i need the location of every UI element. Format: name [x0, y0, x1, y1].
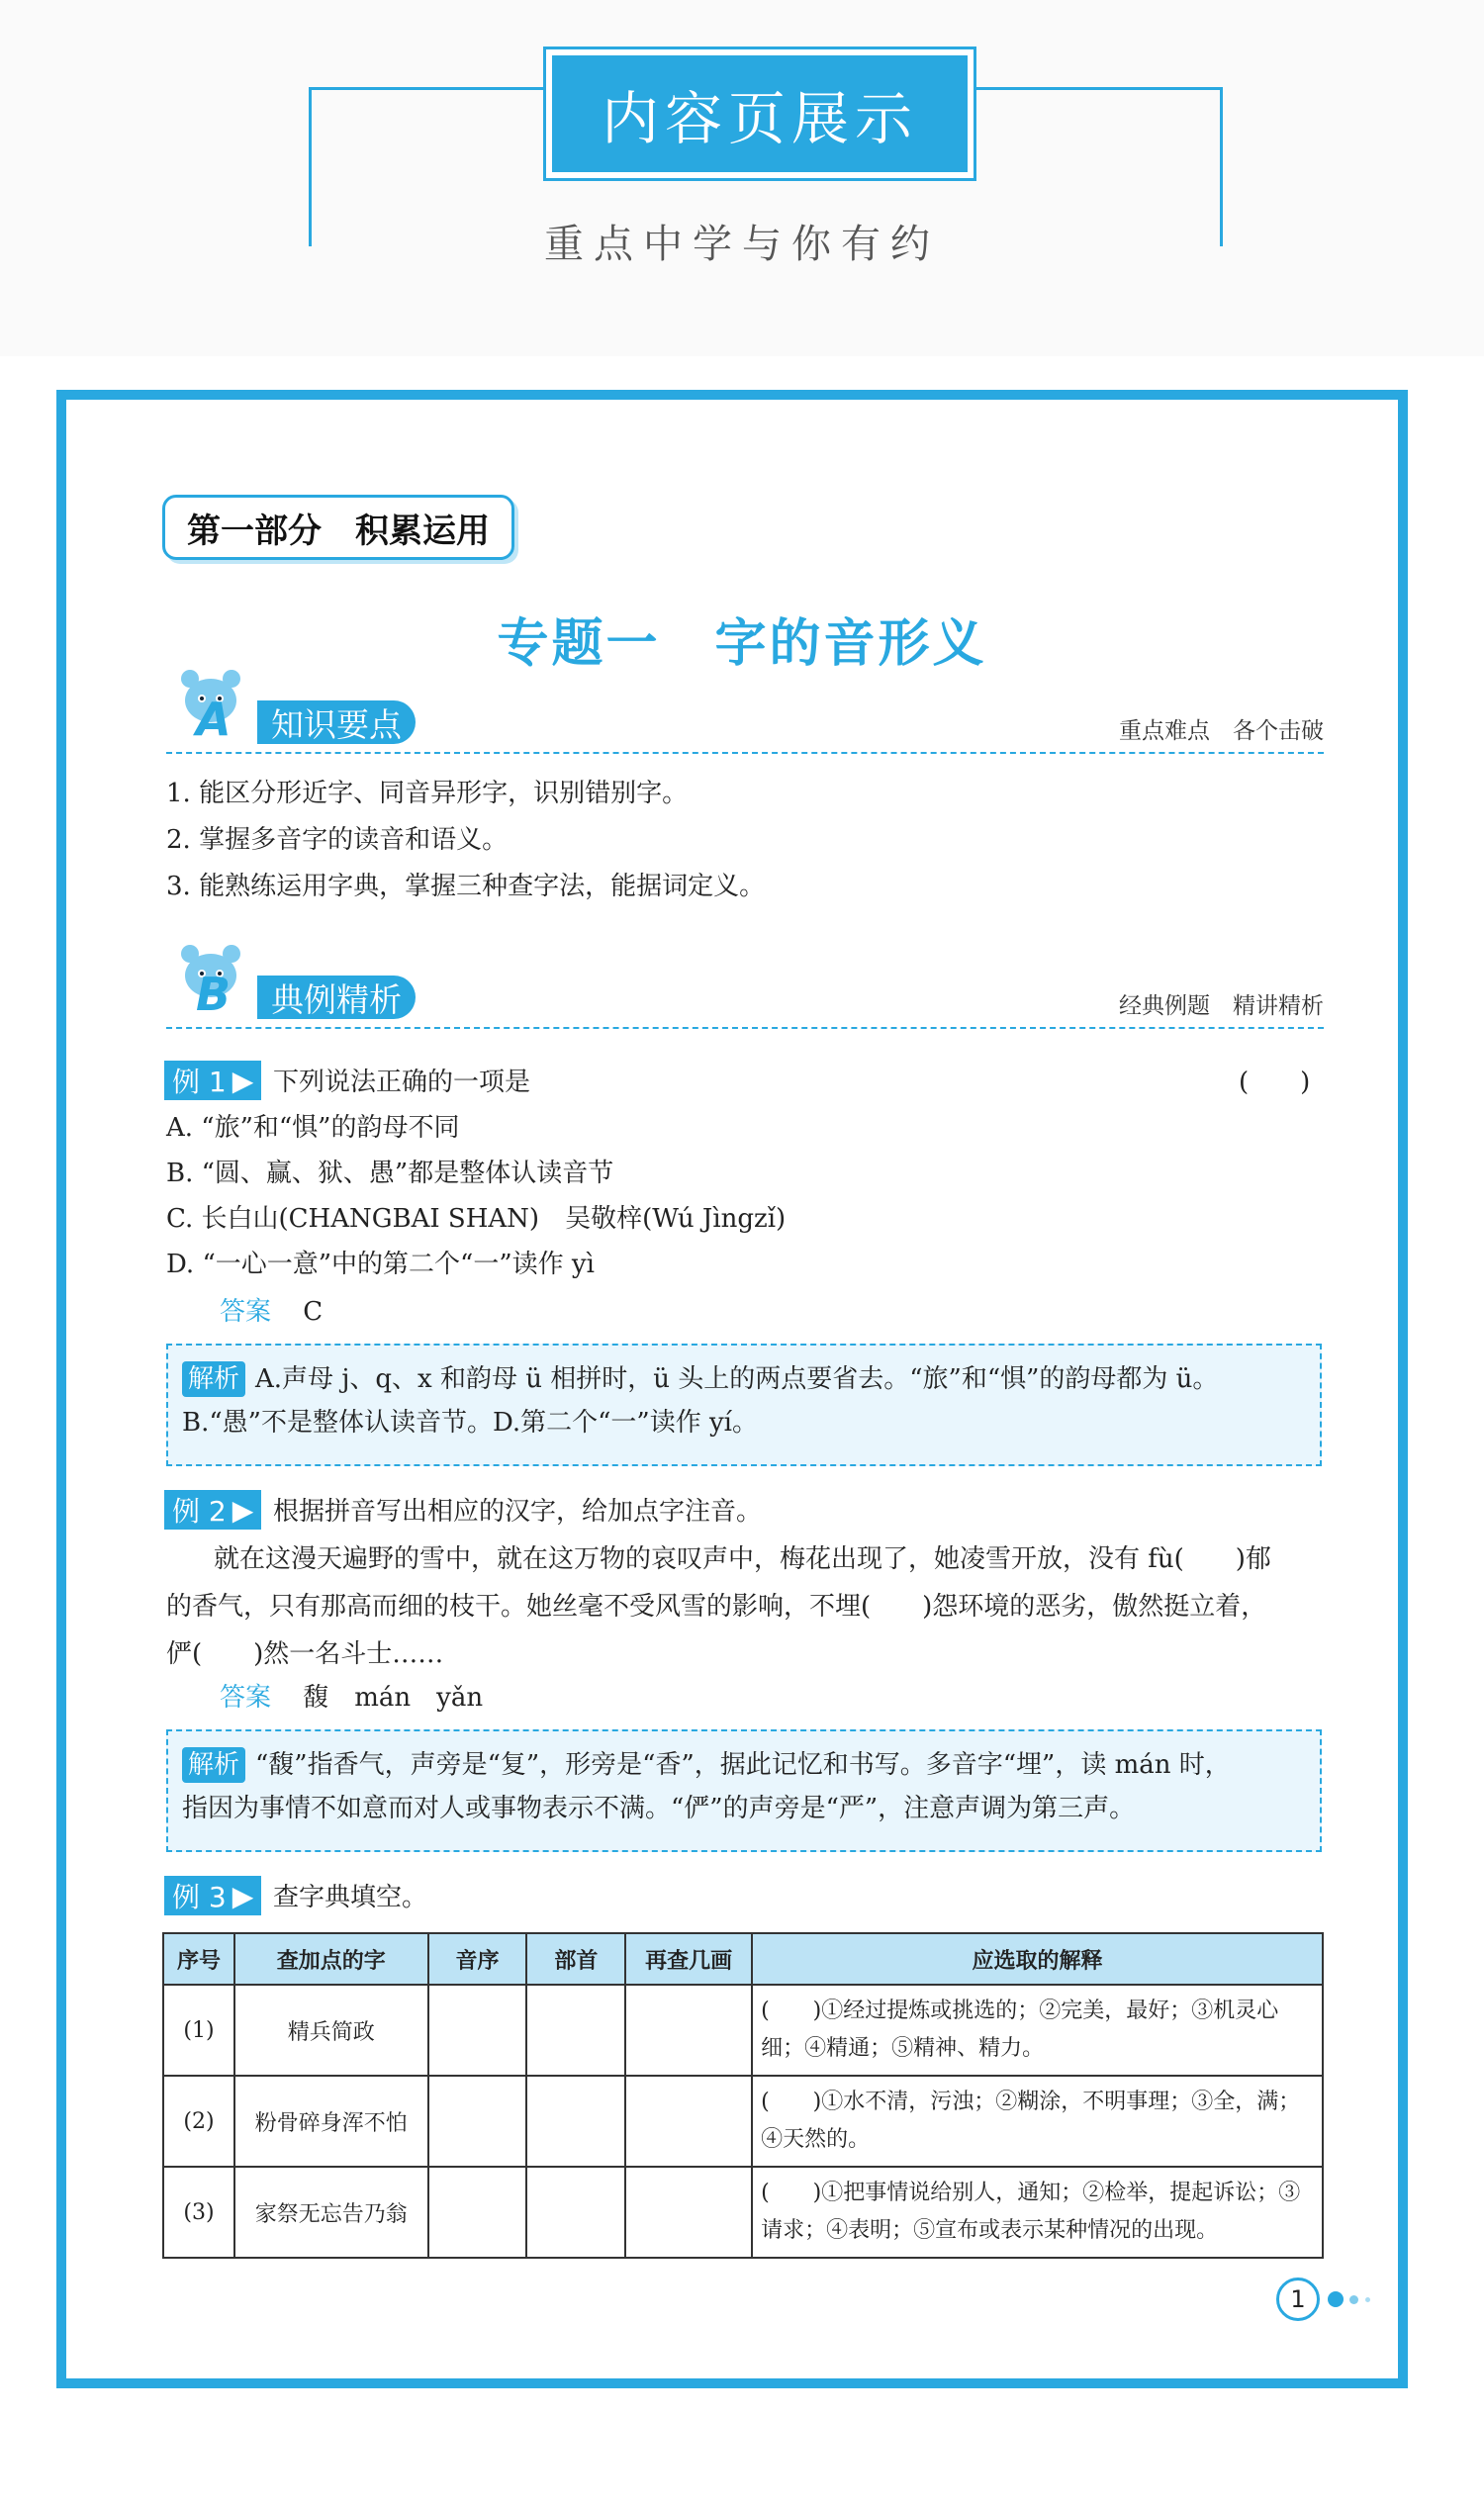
blank-cell[interactable]	[428, 2167, 527, 2258]
knowledge-point: 1. 能区分形近字、同音异形字，识别错别字。	[166, 779, 689, 808]
table-row	[163, 2167, 1323, 2258]
blank-cell[interactable]	[428, 2076, 527, 2167]
row-number: (3)	[163, 2167, 234, 2258]
topic-title: 专题一 字的音形义	[497, 614, 987, 674]
banner-subtitle: 重点中学与你有约	[544, 222, 940, 267]
column-header: 查加点的字	[234, 1933, 428, 1985]
column-header: 部首	[526, 1933, 625, 1985]
row-number: (1)	[163, 1985, 234, 2076]
column-header: 音序	[428, 1933, 527, 1985]
play-triangle-icon: ▶	[232, 1879, 254, 1912]
answer-value: C	[303, 1297, 324, 1327]
page-dot-icon	[1365, 2297, 1370, 2302]
example-2-explanation	[166, 1729, 1322, 1852]
example-3-badge	[164, 1876, 261, 1915]
blank-cell[interactable]	[625, 1985, 752, 2076]
section-a-tagline: 重点难点 各个击破	[1119, 718, 1324, 744]
row-phrase: 粉骨碎身浑不怕	[234, 2076, 428, 2167]
blank-cell[interactable]	[526, 2076, 625, 2167]
example-3-label: 例 3	[172, 1881, 227, 1913]
section-b-tagline: 经典例题 精讲精析	[1119, 993, 1324, 1019]
section-b-letter: B	[196, 968, 232, 1021]
part-label: 第一部分 积累运用	[162, 495, 514, 560]
blank-cell[interactable]	[625, 2076, 752, 2167]
example-1-answer	[220, 1296, 323, 1328]
answer-label: 答案	[220, 1683, 272, 1713]
option-a: A. “旅”和“惧”的韵母不同	[166, 1113, 460, 1143]
page-dot-icon	[1328, 2291, 1344, 2307]
option-b: B. “圆、赢、狱、愚”都是整体认读音节	[166, 1159, 614, 1188]
row-phrase: 精兵简政	[234, 1985, 428, 2076]
example-2-answer	[220, 1682, 483, 1714]
answer-label: 答案	[220, 1297, 272, 1327]
answer-value: 馥 mán yǎn	[303, 1683, 484, 1713]
row-number: (2)	[163, 2076, 234, 2167]
answer-bracket: ( )	[1239, 1068, 1311, 1097]
example-2-paragraph: 的香气，只有那高而细的枝干。她丝毫不受风雪的影响，不埋( )怨环境的恶劣，傲然挺立着，	[166, 1592, 1267, 1622]
explanation-label: 解析	[182, 1361, 245, 1397]
row-phrase: 家祭无忘告乃翁	[234, 2167, 428, 2258]
explanation-label: 解析	[182, 1747, 245, 1783]
example-1-badge	[164, 1061, 261, 1100]
row-meanings: ( )①把事情说给别人，通知；②检举，提起诉讼；③请求；④表明；⑤宣布或表示某种情况的出现。	[752, 2167, 1323, 2258]
example-3-question: 查字典填空。	[273, 1883, 428, 1912]
table-row	[163, 2076, 1323, 2167]
column-header: 应选取的解释	[752, 1933, 1323, 1985]
column-header: 再查几画	[625, 1933, 752, 1985]
row-meanings: ( )①经过提炼或挑选的；②完美，最好；③机灵心细；④精通；⑤精神、精力。	[752, 1985, 1323, 2076]
page-dot-icon	[1349, 2295, 1358, 2304]
example-1-question: 下列说法正确的一项是	[273, 1068, 531, 1097]
option-c: C. 长白山(CHANGBAI SHAN) 吴敬梓(Wú Jìngzǐ)	[166, 1204, 787, 1234]
example-1-label: 例 1	[172, 1066, 227, 1098]
section-b-title: 典例精析	[257, 976, 416, 1019]
explanation-text: “馥”指香气，声旁是“复”，形旁是“香”，据此记忆和书写。多音字“埋”，读 mán 时，	[255, 1750, 1231, 1780]
table-header-row	[163, 1933, 1323, 1985]
section-a-title: 知识要点	[257, 700, 416, 744]
blank-cell[interactable]	[625, 2167, 752, 2258]
option-d: D. “一心一意”中的第二个“一”读作 yì	[166, 1250, 595, 1279]
explanation-text: A.声母 j、q、x 和韵母 ü 相拼时，ü 头上的两点要省去。“旅”和“惧”的韵母都为 ü。	[255, 1364, 1219, 1394]
page-number: 1	[1276, 2278, 1320, 2321]
section-b-header	[166, 938, 1324, 1029]
table-row	[163, 1985, 1323, 2076]
play-triangle-icon: ▶	[232, 1493, 254, 1527]
knowledge-point: 2. 掌握多音字的读音和语义。	[166, 825, 509, 855]
explanation-text: B.“愚”不是整体认读音节。D.第二个“一”读作 yí。	[182, 1408, 758, 1438]
row-meanings: ( )①水不清，污浊；②糊涂，不明事理；③全，满；④天然的。	[752, 2076, 1323, 2167]
dictionary-table	[162, 1932, 1324, 2259]
example-2-paragraph: 就在这漫天遍野的雪中，就在这万物的哀叹声中，梅花出现了，她凌雪开放，没有 fù( )郁	[214, 1544, 1271, 1574]
knowledge-point: 3. 能熟练运用字典，掌握三种查字法，能据词定义。	[166, 872, 766, 901]
explanation-text: 指因为事情不如意而对人或事物表示不满。“俨”的声旁是“严”，注意声调为第三声。	[182, 1794, 1136, 1823]
example-2-badge	[164, 1490, 261, 1530]
example-2-label: 例 2	[172, 1495, 227, 1528]
blank-cell[interactable]	[526, 2167, 625, 2258]
play-triangle-icon: ▶	[232, 1064, 254, 1097]
blank-cell[interactable]	[526, 1985, 625, 2076]
example-2-paragraph: 俨( )然一名斗士……	[166, 1639, 444, 1669]
example-2-question: 根据拼音写出相应的汉字，给加点字注音。	[273, 1497, 763, 1527]
column-header: 序号	[163, 1933, 234, 1985]
section-a-header	[166, 663, 1324, 754]
section-a-letter: A	[196, 693, 232, 746]
blank-cell[interactable]	[428, 1985, 527, 2076]
banner-title: 内容页展示	[552, 55, 968, 172]
example-1-explanation	[166, 1344, 1322, 1466]
